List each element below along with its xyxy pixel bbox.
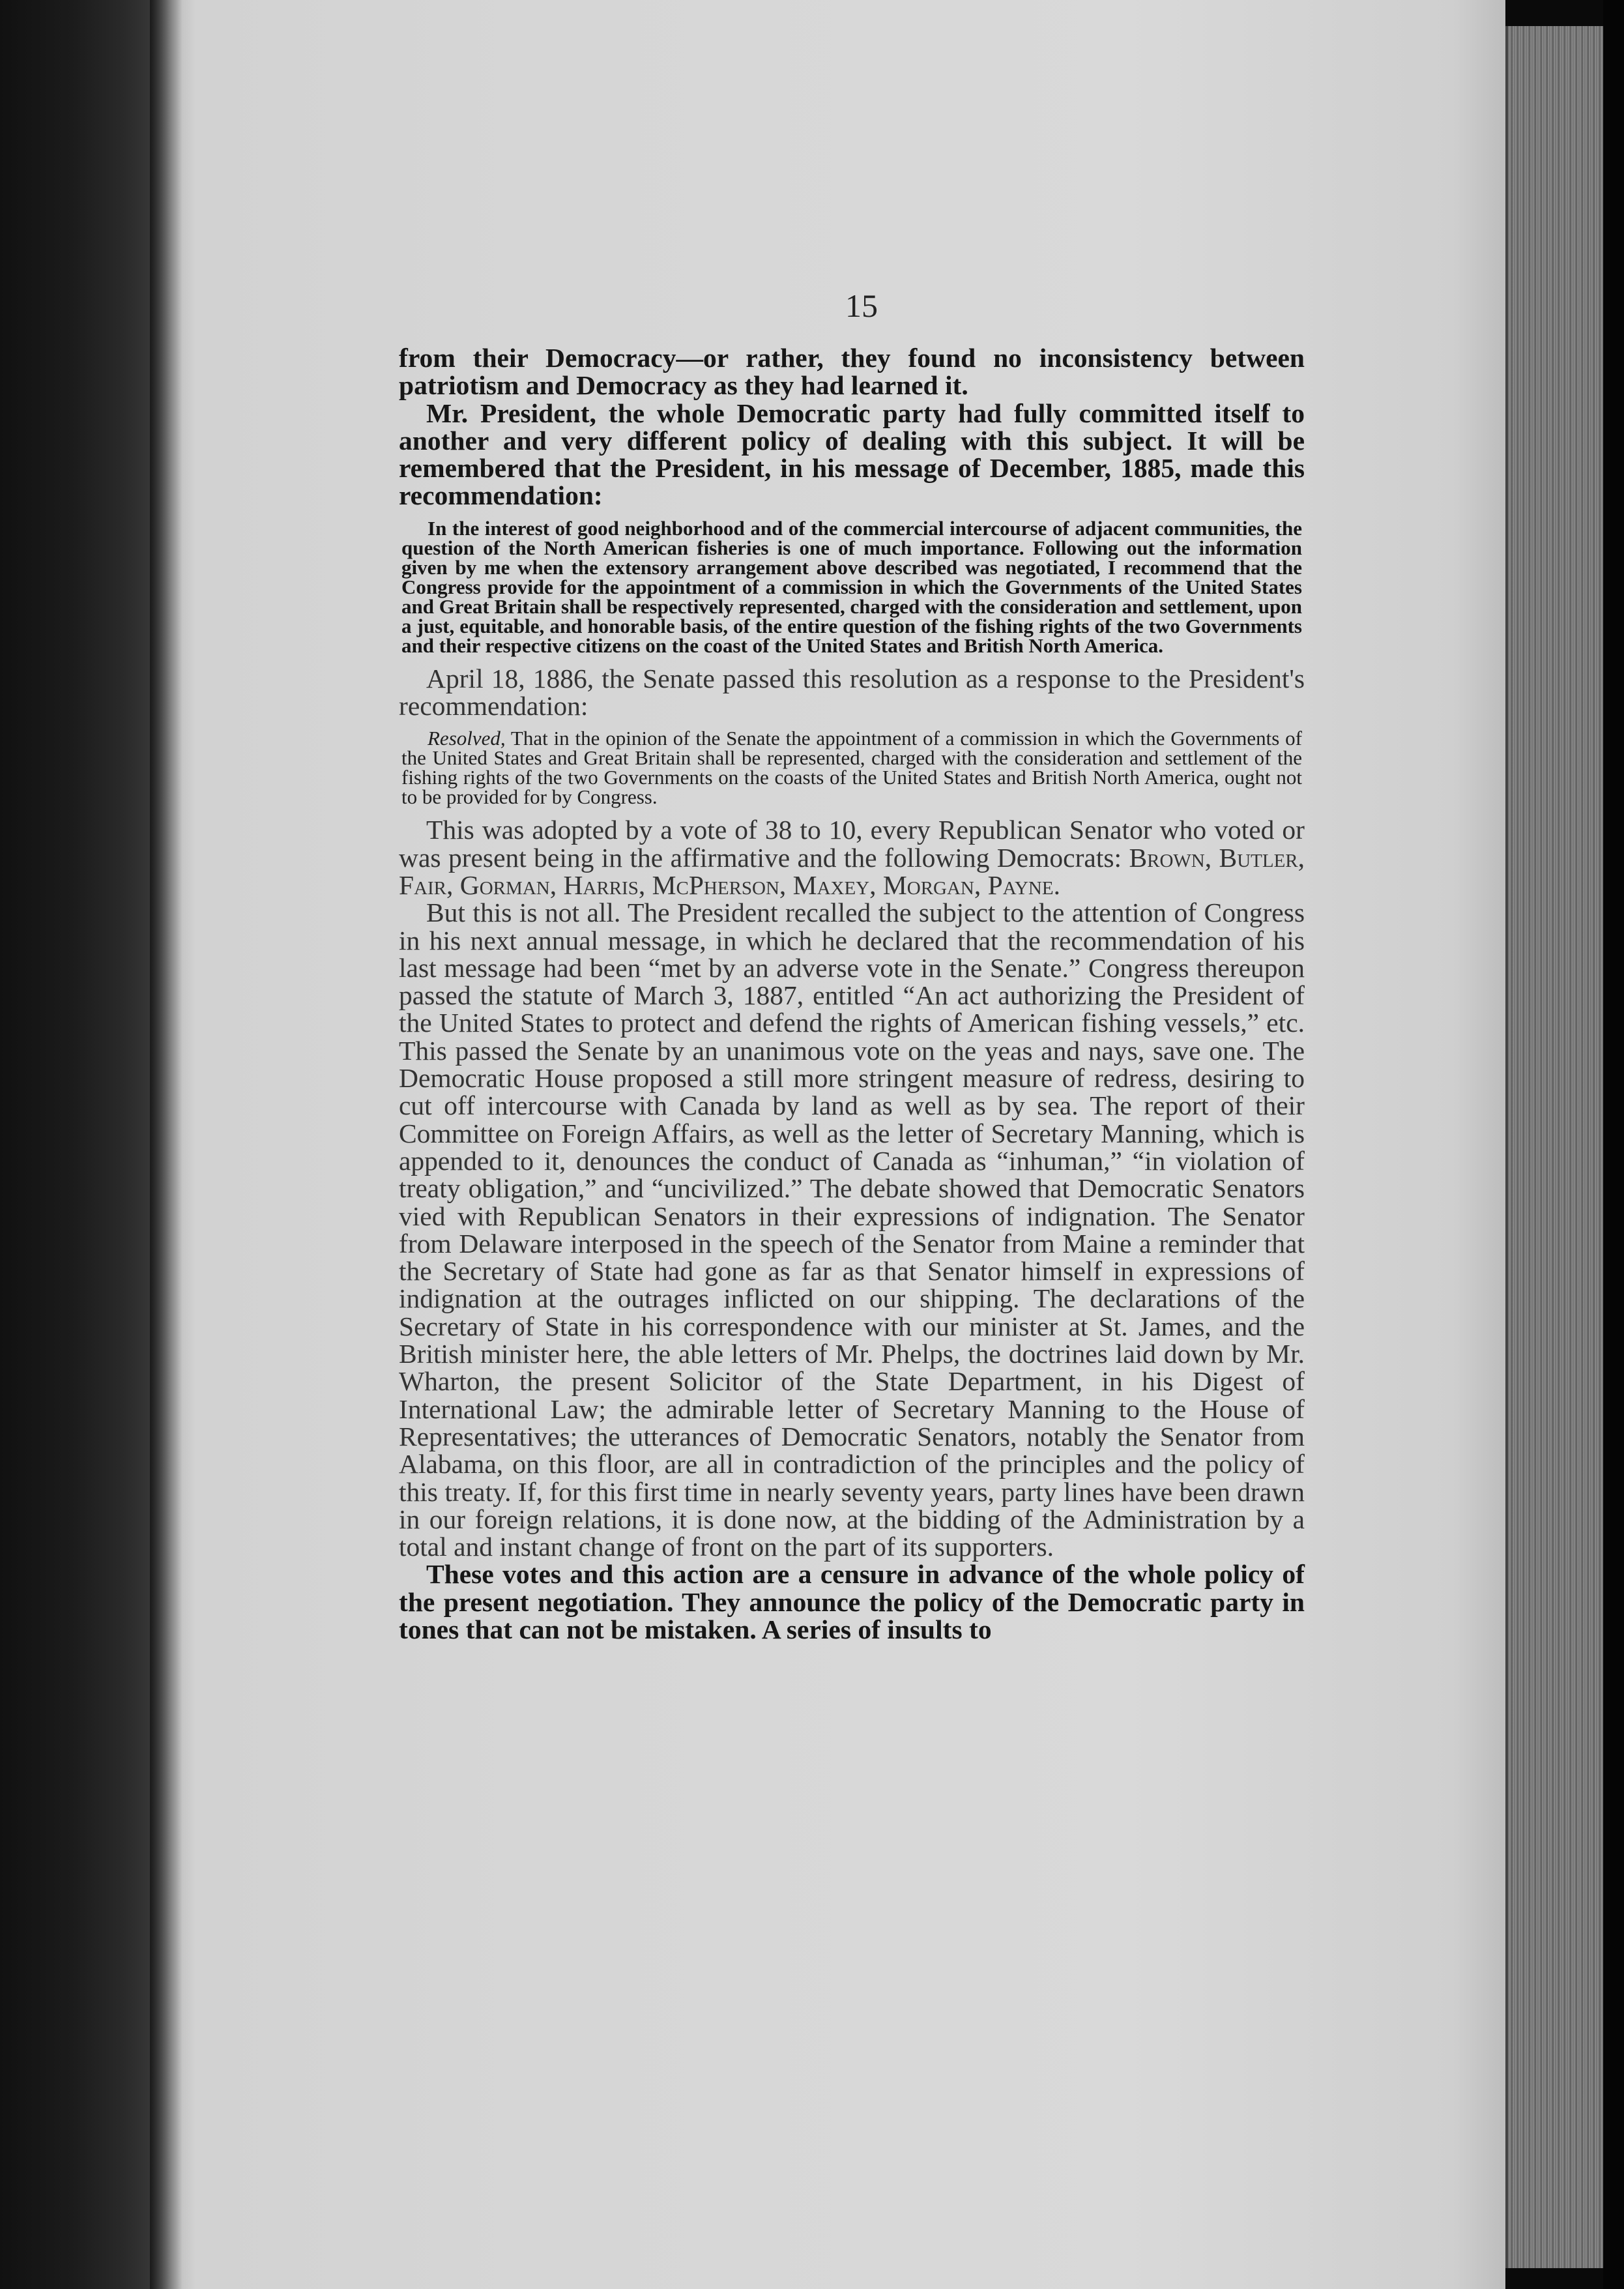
paragraph-not-all: But this is not all. The President recalled the subject to the attention of Congress in his next annual message, in which he declared that the recommendation of his last message had been “met by an adverse vote in the Senate.” Congress thereupon passed the statute of March 3, 1887, entitled “An act authorizing the President of the United States to protect and defend the rights of American fishing vessels,” etc. This passed the Senate by an unanimous vote on the yeas and nays, save one. The Democratic House proposed a still more stringent measure of redress, desiring to cut off intercourse with Canada by land as well as by sea. The report of their Committee on Foreign Affairs, as well as the letter of Secretary Manning, which is appended to it, denounces the conduct of Canada as “inhuman,” “in violation of treaty obligation,” and “uncivilized.” The debate showed that Democratic Senators vied with Republican Senators in their expressions of indignation. The Senator from Delaware interposed in the speech of the Senator from Maine a reminder that the Secretary of State had gone as far as that Senator himself in expressions of indignation at the outrages inflicted on our shipping. The declarations of the Secretary of State in his correspondence with our minister at St. James, and the British minister here, the able letters of Mr. Phelps, the doctrines laid down by Mr. Wharton, the present Solicitor of the State Department, in his Digest of International Law; the admirable letter of Secretary Manning to the House of Representatives; the utterances of Democratic Senators, notably the Senator from Alabama, on this floor, are all in contradiction of the principles and the policy of this treaty. If, for this first time in nearly seventy years, party lines have been drawn in our foreign relations, it is done now, at the bidding of the Administration by a total and instant change of front on the part of its supporters. — [399, 897, 1305, 1562]
page-number: 15 — [845, 287, 878, 324]
page-edges — [1505, 26, 1606, 2268]
paragraph-senate-resolution-intro: April 18, 1886, the Senate passed this resolution as a response to the President's recommendation: — [399, 663, 1305, 722]
vote-text: This was adopted by a vote of 38 to 10, every Republican Senator who voted or was present being in the affirmative and the following Democrats: — [399, 815, 1305, 873]
democrat-names: Brown, Butler, Fair, Gorman, Harris, McPherson, Maxey, Morgan, Payne. — [399, 842, 1305, 900]
paragraph-continuation: from their Democracy—or rather, they found no inconsistency between patriotism and Democracy as they had learned it. — [399, 343, 1305, 401]
paragraph-censure: These votes and this action are a censure in advance of the whole policy of the present negotiation. They announce the policy of the Democratic party in tones that can not be mistaken. A series of insults to — [399, 1559, 1305, 1644]
resolved-label: Resolved, — [428, 727, 506, 750]
quotation-presidential-message: In the interest of good neighborhood and of the commercial intercourse of adjacent communities, the question of the North American fisheries is one of much importance. Following out the information given by me when the extensory arrangement above described was negotiated, I recommend that the Congress provide for the appointment of a commission in which the Governments of the United States and Great Britain shall be respectively represented, charged with the consideration and settlement, upon a just, equitable, and honorable basis, of the entire question of the fishing rights of the two Governments and their respective citizens on the coast of the United States and British North America. — [401, 516, 1302, 657]
gutter-shadow — [150, 0, 182, 2289]
quotation-senate-resolution — [399, 729, 1305, 807]
scan-border — [1603, 0, 1624, 2289]
paragraph-mr-president: Mr. President, the whole Democratic party had fully committed itself to another and very different policy of dealing with this subject. It will be remembered that the President, in his message of December, 1885, made this recommendation: — [399, 398, 1305, 511]
resolution-text: That in the opinion of the Senate the appointment of a commission in which the Governments of the United States and Great Britain shall be represented, charged with the consideration and settlement of the fishing rights of the two Governments on the coasts of the United States and British North America, ought not to be provided for by Congress. — [401, 727, 1302, 809]
text-block — [399, 287, 1305, 1643]
paragraph-vote — [399, 816, 1305, 899]
